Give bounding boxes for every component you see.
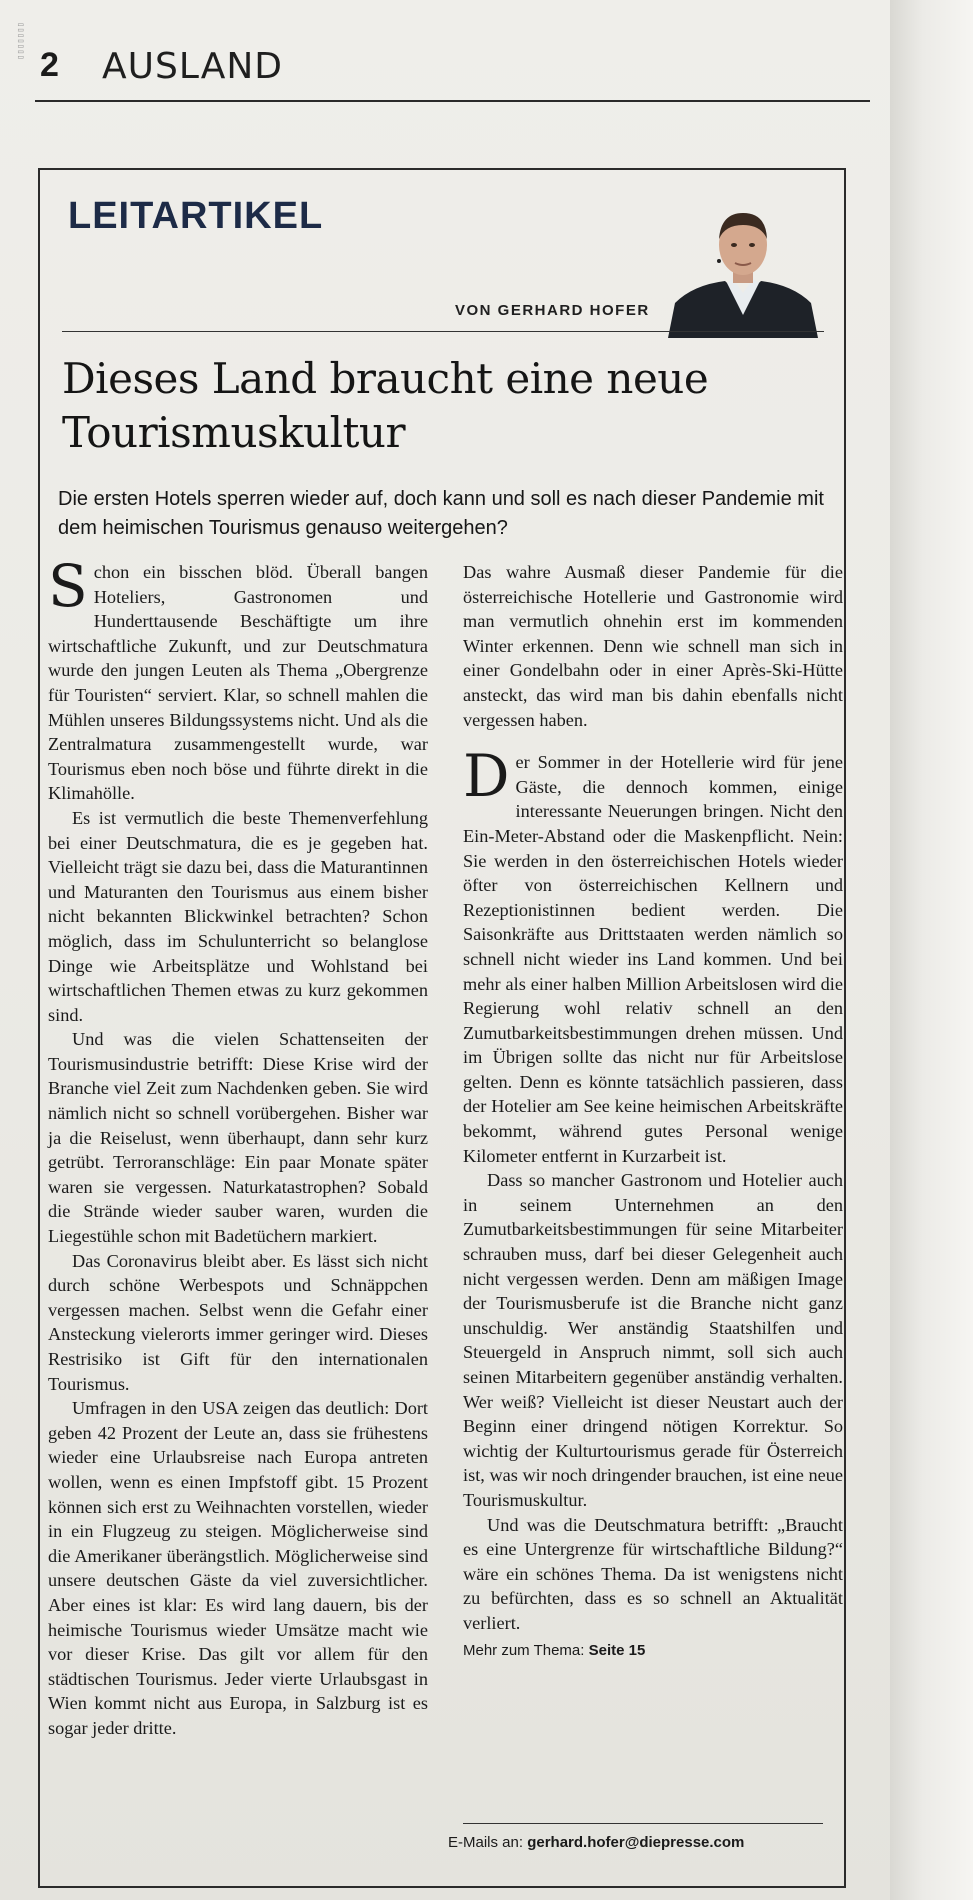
paragraph: Das wahre Ausmaß dieser Pandemie für die österreichische Hotellerie und Gastronomie wird man vermutlich ohnehin erst im kommenden Winter erkennen. Denn wie schnell man sich in einer Gondelbahn oder in einer Après-Ski-Hütte ansteckt, das wird man bis dahin ebenfalls nicht vergessen haben. — [463, 562, 843, 730]
drop-cap: S — [48, 552, 88, 620]
column-right — [463, 560, 843, 1662]
kicker: LEITARTIKEL — [68, 195, 324, 237]
byline-rule — [62, 331, 824, 332]
header-rule — [35, 100, 870, 102]
headline: Dieses Land braucht eine neue Tourismuskultur — [62, 354, 709, 457]
paragraph: Schon ein bisschen blöd. Überall bangen Hoteliers, Gastronomen und Hunderttausende Beschäftigte um ihre wirtschaftliche Zukunft, und zur Deutschmatura wurde den jungen Leuten als Thema „Obergrenze für Touristen“ serviert. Klar, so schnell mahlen die Mühlen unseres Bildungssystems nicht. Und als die Zentralmatura zusammengestellt wurde, war Tourismus eben noch böse und führte direkt in die Klimahölle. — [48, 552, 428, 804]
column-left — [48, 552, 428, 1741]
page-edge — [890, 0, 973, 1900]
end-rule — [463, 1823, 823, 1824]
author-photo — [663, 203, 823, 338]
paragraph: Es ist vermutlich die beste Themenverfehlung bei einer Deutschmatura, die es je gegeben hat. Vielleicht trägt sie dazu bei, dass die Maturantinnen und Maturanten den Tourismus aus einem bisher nicht bekannten Blickwinkel betrachten? Schon möglich, dass im Schulunterricht so belanglose Dinge wie Arbeitsplätze und Wohlstand bei wirtschaftlichen Themen etwas zu kurz gekommen sind. — [48, 807, 428, 1025]
paragraph: Der Sommer in der Hotellerie wird für jene Gäste, die dennoch kommen, einige interessante Neuerungen bringen. Nicht den Ein-Meter-Abstand oder die Maskenpflicht. Nein: Sie werden in den österreichischen Hotels wieder öfter von österreichischen Kellnern und Rezeptionistinnen bedient werden. Die Saisonkräfte aus Drittstaaten werden nämlich so schnell nicht wieder ins Land kommen. Und bei mehr als einer halben Million Arbeitslosen wird die Regierung wohl relativ schnell an den Zumutbarkeitsbestimmungen drehen müssen. Und im Übrigen sollte das nicht nur für Arbeitslose gelten. Denn es könnte tatsächlich passieren, dass der Hotelier am See keine heimischen Arbeitskräfte bekommt, während gutes Personal wenige Kilometer entfernt in Kurzarbeit ist. — [463, 742, 843, 1166]
drop-cap: D — [463, 742, 510, 811]
byline: VON GERHARD HOFER — [455, 302, 650, 319]
related-note: Mehr zum Thema: Seite 15 — [463, 1641, 646, 1659]
paragraph: Das Coronavirus bleibt aber. Es lässt sich nicht durch schöne Werbespots und Schnäppchen vergessen machen. Selbst wenn die Gefahr einer Ansteckung vielerorts immer geringer wird. Dieses Restrisiko ist Gift für den internationalen Tourismus. — [48, 1250, 428, 1394]
deck: Die ersten Hotels sperren wieder auf, doch kann und soll es nach dieser Pandemie mit dem heimischen Tourismus genauso weitergehen? — [58, 488, 824, 539]
paragraph: Und was die Deutschmatura betrifft: „Braucht es eine Untergrenze für wirtschaftliche Bildung?“ wäre ein schönes Thema. Da ist wenigstens nicht zu befürchten, dass es so schnell an Aktualität verliert. — [463, 1514, 843, 1633]
email-address: gerhard.hofer@diepresse.com — [527, 1834, 745, 1851]
archive-stamp: ▯▯▯▯▯▯▯ — [16, 22, 26, 60]
paragraph: Umfragen in den USA zeigen das deutlich: Dort geben 42 Prozent der Leute an, dass sie frühestens wieder eine Urlaubsreise nach Europa antreten wollen, wenn es einen Impfstoff gibt. 15 Prozent können sich erst zu Weihnachten vorstellen, wieder in ein Flugzeug zu steigen. Möglicherweise sind die Amerikaner überängstlich. Möglicherweise sind unsere deutschen Gäste da viel zuversichtlicher. Aber eines ist klar: Es wird lang dauern, bis der heimische Tourismus wieder Umsätze macht wie vor dieser Krise. Das gilt vor allem für den städtischen Tourismus. Jeder vierte Urlaubsgast in Wien kommt nicht aus Europa, in Salzburg ist es sogar jeder dritte. — [48, 1398, 428, 1738]
page-number: 2 — [40, 46, 59, 84]
email-line: E-Mails an: gerhard.hofer@diepresse.com — [448, 1834, 745, 1851]
paragraph: Und was die vielen Schattenseiten der Tourismusindustrie betrifft: Diese Krise wird der Branche viel Zeit zum Nachdenken geben. Sie wird nämlich nicht so schnell vorübergehen. Bisher war ja die Reiselust, wenn überhaupt, dann sehr kurz getrübt. Terroranschläge: Ein paar Monate später waren sie vergessen. Naturkatastrophen? Sobald die Strände wieder sauber waren, wurden die Liegestühle schon mit Badetüchern markiert. — [48, 1029, 428, 1247]
related-page-ref: Seite 15 — [588, 1641, 646, 1659]
section-name: AUSLAND — [102, 46, 283, 87]
page-header — [40, 42, 870, 94]
paragraph: Dass so mancher Gastronom und Hotelier auch in seinem Unternehmen an den Zumutbarkeitsbestimmungen für seine Mitarbeiter schrauben muss, darf bei dieser Gelegenheit auch nicht vergessen werden. Denn am mäßigen Image der Tourismusberufe ist die Branche nicht ganz unschuldig. Wer anständig Staatshilfen und Steuergeld in Anspruch nimmt, soll sich auch seinen Mitarbeitern gegenüber anständig verhalten. Wer weiß? Vielleicht ist dieser Neustart auch der Beginn einer dringend nötigen Korrektur. So wichtig der Kulturtourismus gerade für Österreich ist, was wir noch dringender brauchen, ist eine neue Tourismuskultur. — [463, 1170, 843, 1510]
